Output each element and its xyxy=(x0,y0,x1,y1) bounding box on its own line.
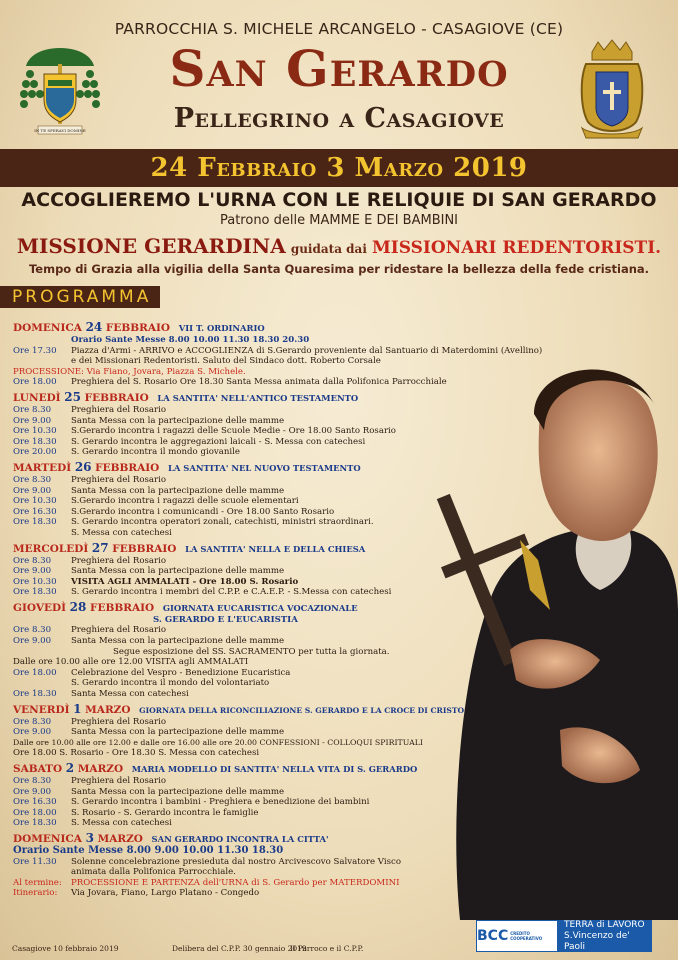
schedule-line: Ore 11.30 Solenne concelebrazione presieduta dal nostro Arcivescovo Salvatore Visco xyxy=(13,856,402,867)
schedule-line: Segue esposizione del SS. SACRAMENTO per tutta la giornata. xyxy=(113,646,390,657)
schedule-line: Itinerario: Via Jovara, Fiano, Largo Platano - Congedo xyxy=(13,888,260,899)
schedule-line: PROCESSIONE: Via Fiano, Jovara, Piazza S. Michele. xyxy=(13,366,246,377)
day-header: DOMENICA 24 FEBBRAIO VII T. ORDINARIO xyxy=(13,320,265,334)
schedule-line: Ore 9.00 Santa Messa con la partecipazione delle mamme xyxy=(13,727,285,738)
programma-schedule xyxy=(13,318,543,899)
schedule-line: Ore 9.00 Santa Messa con la partecipazione delle mamme xyxy=(13,485,285,496)
day-block xyxy=(13,762,453,829)
day-theme: GIORNATA EUCARISTICA VOCAZIONALE xyxy=(162,602,358,613)
schedule-line: Ore 16.30 S.Gerardo incontra i comunicandi - Ore 18.00 Santo Rosario xyxy=(13,506,335,517)
schedule-line: Ore 8.30 Preghiera del Rosario xyxy=(13,625,167,636)
day-block xyxy=(13,391,453,458)
programma-band xyxy=(0,286,160,308)
schedule-line: Orario Sante Messe 8.00 10.00 11.30 18.30 20.30 xyxy=(71,335,310,345)
schedule-line: Ore 8.30 Preghiera del Rosario xyxy=(13,776,167,786)
day-theme: LA SANTITA' NELL'ANTICO TESTAMENTO xyxy=(157,392,359,403)
schedule-line: Ore 20.00 S. Gerardo incontra il mondo giovanile xyxy=(13,447,240,458)
schedule-line: Ore 18.00 S. Rosario - S. Gerardo incontra le famiglie xyxy=(13,807,259,818)
schedule-line: Ore 10.30 VISITA AGLI AMMALATI - Ore 18.00 S. Rosario xyxy=(13,576,299,587)
schedule-line: Ore 8.30 Preghiera del Rosario xyxy=(13,474,167,485)
day-header: MARTEDÌ 26 FEBBRAIO LA SANTITA' NEL NUOVO TESTAMENTO xyxy=(13,459,361,474)
patrono-line: Patrono delle MAMME E DEI BAMBINI xyxy=(219,213,459,228)
schedule-line: Ore 10.30 S.Gerardo incontra i ragazzi delle Scuole Medie - Ore 18.00 Santo Rosario xyxy=(13,426,396,437)
day-header: SABATO 2 MARZO MARIA MODELLO DI SANTITA' NELLA VITA DI S. GERARDO xyxy=(13,761,418,775)
day-block xyxy=(13,461,453,539)
day-theme: MARIA MODELLO DI SANTITA' NELLA VITA DI S. GERARDO xyxy=(131,764,418,774)
schedule-line: Ore 18.30 S. Gerardo incontra i membri del C.P.P. e C.A.E.P. - S.Messa con catechesi xyxy=(13,587,392,598)
bcc-logo: BCC CREDITO COOPERATIVO xyxy=(476,920,558,952)
day-header: VENERDÌ 1 MARZO GIORNATA DELLA RICONCILIAZIONE S. GERARDO E LA CROCE DI CRISTO xyxy=(13,701,465,716)
schedule-line: Ore 9.00 Santa Messa con la partecipazione delle mamme xyxy=(13,415,285,426)
day-header: LUNEDÌ 25 FEBBRAIO LA SANTITA' NELL'ANTICO TESTAMENTO xyxy=(13,389,359,404)
schedule-line: Ore 9.00 Santa Messa con la partecipazione delle mamme xyxy=(13,636,285,647)
dates-band xyxy=(0,149,678,187)
missionari-name: MISSIONARI REDENTORISTI. xyxy=(371,238,662,258)
schedule-line: Ore 17.30 Piazza d'Armi - ARRIVO e ACCOGLIENZA di S.Gerardo proveniente dal Santuario di Materdomini (Avellino) xyxy=(13,345,543,356)
footer xyxy=(0,940,678,960)
schedule-line: Ore 18.00 S. Rosario - Ore 18.30 S. Messa con catechesi xyxy=(13,748,260,759)
schedule-line: Dalle ore 10.00 alle ore 12.00 e dalle ore 16.00 alle ore 20.00 CONFESSIONI - COLLOQUI SPIRITUALI xyxy=(13,737,423,747)
day-block xyxy=(13,701,465,759)
day-theme: GIORNATA DELLA RICONCILIAZIONE S. GERARDO E LA CROCE DI CRISTO xyxy=(139,705,465,715)
day-theme-second: S. GERARDO E L'EUCARISTIA xyxy=(153,614,298,625)
footer-signature: Il Parroco e il C.P.P. xyxy=(290,944,364,953)
schedule-line: Dalle ore 10.00 alle ore 12.00 VISITA agli AMMALATI xyxy=(13,657,249,668)
crest-motto: IN TE SPERAVI DOMINE xyxy=(34,128,86,133)
schedule-line: S. Messa con catechesi xyxy=(71,527,172,538)
day-theme: SAN GERARDO INCONTRA LA CITTA' xyxy=(151,833,329,844)
schedule-line: Al termine: PROCESSIONE E PARTENZA dell'URNA di S. Gerardo per MATERDOMINI xyxy=(13,877,400,888)
schedule-line: Ore 18.00 Celebrazione del Vespro - Benedizione Eucaristica xyxy=(13,667,291,678)
schedule-line: e dei Missionari Redentoristi. Saluto del Sindaco dott. Roberto Corsale xyxy=(71,356,381,367)
schedule-line: Ore 9.00 Santa Messa con la partecipazione delle mamme xyxy=(13,566,285,577)
schedule-line: Orario Sante Messe 8.00 9.00 10.00 11.30 18.30 xyxy=(13,844,284,856)
schedule-line: Ore 18.30 S. Gerardo incontra le aggregazioni laicali - S. Messa con catechesi xyxy=(13,436,366,447)
day-theme: LA SANTITA' NEL NUOVO TESTAMENTO xyxy=(167,462,361,473)
poster-title: San Gerardo xyxy=(169,39,509,98)
urna-announcement: ACCOGLIEREMO L'URNA CON LE RELIQUIE DI SAN GERARDO xyxy=(21,189,657,211)
day-block xyxy=(13,832,453,899)
schedule-line: Ore 8.30 Preghiera del Rosario xyxy=(13,404,167,415)
footer-date: Casagiove 10 febbraio 2019 xyxy=(12,944,119,953)
san-gerardo-portrait-icon xyxy=(430,350,678,920)
day-theme: VII T. ORDINARIO xyxy=(178,323,265,333)
schedule-line: Ore 8.30 Preghiera del Rosario xyxy=(13,716,167,727)
day-block xyxy=(13,320,543,388)
schedule-line: Ore 18.00 Preghiera del S. Rosario Ore 18.30 Santa Messa animata dalla Polifonica Parrocchiale xyxy=(13,377,447,388)
event-dates: 24 Febbraio 3 Marzo 2019 xyxy=(150,153,528,183)
missione-line xyxy=(0,234,678,258)
schedule-line: Ore 16.30 S. Gerardo incontra i bambini - Preghiera e benedizione dei bambini xyxy=(13,797,370,808)
schedule-line: Ore 18.30 Santa Messa con catechesi xyxy=(13,689,189,700)
day-header: MERCOLEDÌ 27 FEBBRAIO LA SANTITA' NELLA E DELLA CHIESA xyxy=(13,540,366,555)
schedule-line: Ore 18.30 S. Messa con catechesi xyxy=(13,818,172,829)
day-header: DOMENICA 3 MARZO SAN GERARDO INCONTRA LA CITTA' xyxy=(13,830,329,845)
schedule-line: S. Gerardo incontra il mondo del volontariato xyxy=(71,678,270,689)
schedule-line: Ore 8.30 Preghiera del Rosario xyxy=(13,555,167,566)
schedule-line: Ore 9.00 Santa Messa con la partecipazione delle mamme xyxy=(13,786,285,797)
schedule-line: Ore 18.30 S. Gerardo incontra operatori zonali, catechisti, ministri straordinari. xyxy=(13,517,374,528)
tempo-di-grazia: Tempo di Grazia alla vigilia della Santa Quaresima per ridestare la bellezza della fede cristiana. xyxy=(28,262,650,276)
parish-name: PARROCCHIA S. MICHELE ARCANGELO - CASAGIOVE (CE) xyxy=(114,20,564,38)
footer-delibera: Delibera del C.P.P. 30 gennaio 2019 xyxy=(172,944,307,953)
missione-name: MISSIONE GERARDINA xyxy=(16,234,286,258)
day-theme: LA SANTITA' NELLA E DELLA CHIESA xyxy=(185,543,366,554)
poster-subtitle: Pellegrino a Casagiove xyxy=(173,103,505,134)
programma-label: PROGRAMMA xyxy=(12,287,152,307)
sponsor-name: TERRA di LAVORO S.Vincenzo de' Paoli xyxy=(558,920,652,952)
day-block xyxy=(13,601,453,700)
schedule-line: Ore 10.30 S.Gerardo incontra i ragazzi delle scuole elementari xyxy=(13,496,299,507)
missione-guidata: guidata dai xyxy=(290,242,367,256)
day-block xyxy=(13,542,453,598)
schedule-line: animata dalla Polifonica Parrocchiale. xyxy=(71,867,236,878)
day-header: GIOVEDÌ 28 FEBBRAIO GIORNATA EUCARISTICA VOCAZIONALE xyxy=(13,599,358,614)
